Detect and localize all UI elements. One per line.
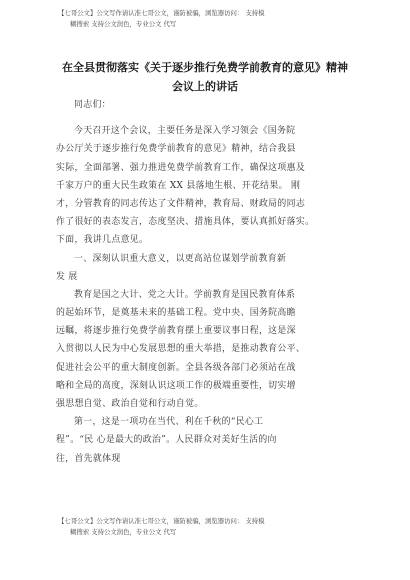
page-footer xyxy=(58,516,378,538)
body-line: 千家万户的重大民生政策在 XX 县落地生根、开花结果。 刚 xyxy=(56,180,301,191)
body-line: 作了很好的表态发言，态度坚决、措施具体，要认真抓好落实。 xyxy=(56,217,315,228)
footer-line-2: 糊搜索 支持公文润色，专业公文 代写 xyxy=(70,528,177,536)
header-line-1: 【七哥公文】公文写作请认准七哥公文，谨防被骗，浏览器访问： 支持模 xyxy=(58,9,265,17)
page-header xyxy=(58,8,378,30)
body-line: 略和全局的高度，深刻认识这项工作的极端重要性，切实增 xyxy=(56,380,296,391)
body-line: 远瞩，将逐步推行免费学前教育摆上重要议事日程，这是深 xyxy=(56,326,296,337)
section-heading-cont: 发 展 xyxy=(56,271,78,282)
title-line-2: 会议上的讲话 xyxy=(172,80,238,93)
body-line: 今天召开这个会议，主要任务是深入学习领会《国务院 xyxy=(74,126,296,137)
body-line: 入贯彻以人民为中心发展思想的重大举措，是推动教育公平、 xyxy=(56,344,306,355)
body-line: 的起始环节，是奠基未来的基础工程。党中央、国务院高瞻 xyxy=(56,308,296,319)
body-line: 第一，这是一项功在当代、利在千秋的“民心工 xyxy=(74,417,264,428)
document-title xyxy=(40,58,370,96)
body-line: 教育是国之大计、党之大计。学前教育是国民教育体系 xyxy=(74,289,296,300)
body-line: 实际，全面部署、强力推进免费学前教育工作，确保这项惠及 xyxy=(56,162,306,173)
body-line: 强思想自觉、政治自觉和行动自觉。 xyxy=(56,399,204,409)
header-line-2: 糊搜索 支持公文润色，专业公文 代写 xyxy=(70,20,177,28)
footer-line-1: 【七哥公文】公文写作请认准七哥公文，谨防被骗，浏览器访问： 支持模 xyxy=(58,517,265,525)
body-line: 促进社会公平的重大制度创新。全县各级各部门必须站在战 xyxy=(56,362,296,373)
body-line: 程”。“民 心是最大的政治”。人民群众对美好生活的向 xyxy=(56,435,277,446)
body-line: 往，首先就体现 xyxy=(56,453,121,464)
body-line: 办公厅关于逐步推行免费学前教育的意见》精神，结合我县 xyxy=(56,144,296,155)
body-line: 才，分管教育的同志传达了文件精神，教育局、财政局的同志 xyxy=(56,198,306,209)
section-heading: 一、深刻认识重大意义，以更高站位谋划学前教育新 xyxy=(74,253,287,264)
title-line-1: 在全县贯彻落实《关于逐步推行免费学前教育的意见》精神 xyxy=(62,61,348,74)
document-body xyxy=(56,96,356,468)
salutation: 同志们： xyxy=(74,100,111,110)
body-line: 下面，我讲几点意见。 xyxy=(56,235,149,246)
